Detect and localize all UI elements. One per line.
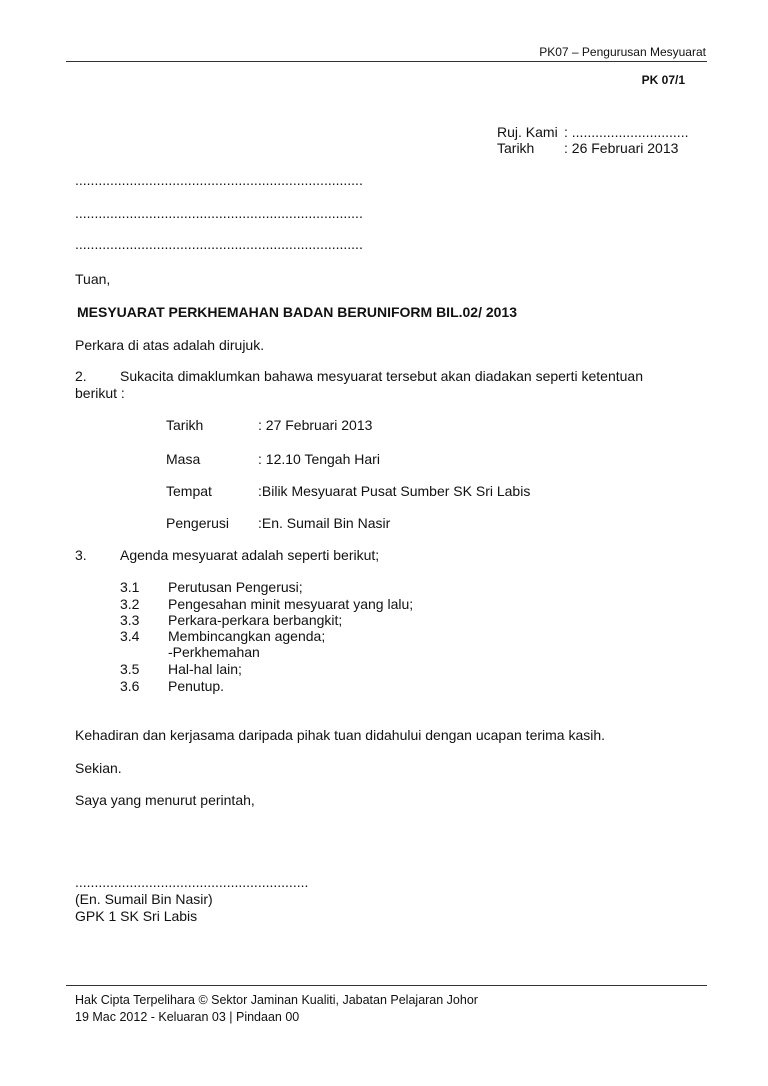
- detail-value-date: : 27 Februari 2013: [258, 417, 373, 433]
- letter-date-label: Tarikh: [497, 140, 535, 156]
- recipient-line-1: ..........................................................................: [75, 172, 363, 188]
- agenda-item: Hal-hal lain;: [168, 661, 242, 677]
- agenda-subitem: -Perkhemahan: [168, 644, 260, 660]
- detail-label-venue: Tempat: [166, 483, 212, 499]
- ruj-kami-value: : ..............................: [564, 124, 689, 140]
- agenda-number: 3.1: [120, 579, 140, 595]
- detail-label-time: Masa: [166, 451, 201, 467]
- saya-text: Saya yang menurut perintah,: [75, 792, 255, 808]
- para3-text: Agenda mesyuarat adalah seperti berikut;: [120, 547, 380, 563]
- form-number: PK 07/1: [641, 73, 685, 87]
- document-code: PK07 – Pengurusan Mesyuarat: [539, 45, 706, 59]
- header-rule: [66, 61, 707, 62]
- closing-text: Kehadiran dan kerjasama daripada pihak tuan didahului dengan ucapan terima kasih.: [75, 727, 606, 743]
- letter-date-value: : 26 Februari 2013: [564, 140, 679, 156]
- footer-copyright: Hak Cipta Terpelihara © Sektor Jaminan Kualiti, Jabatan Pelajaran Johor: [75, 993, 478, 1007]
- sekian-text: Sekian.: [75, 760, 122, 776]
- footer-revision: 19 Mac 2012 - Keluaran 03 | Pindaan 00: [75, 1010, 300, 1024]
- para2-text: Sukacita dimaklumkan bahawa mesyuarat tersebut akan diadakan seperti ketentuan: [120, 368, 643, 384]
- recipient-line-2: ..........................................................................: [75, 205, 363, 221]
- ruj-kami-label: Ruj. Kami: [497, 124, 558, 140]
- agenda-number: 3.3: [120, 612, 140, 628]
- agenda-item: Perkara-perkara berbangkit;: [168, 612, 343, 628]
- subject-heading: MESYUARAT PERKHEMAHAN BADAN BERUNIFORM BIL.02/ 2013: [77, 304, 518, 320]
- para2-number: 2.: [75, 368, 87, 384]
- agenda-item: Membincangkan agenda;: [168, 628, 326, 644]
- detail-label-date: Tarikh: [166, 417, 204, 433]
- para3-number: 3.: [75, 547, 87, 563]
- signatory-name: (En. Sumail Bin Nasir): [75, 891, 213, 907]
- detail-label-chair: Pengerusi: [166, 515, 230, 531]
- agenda-item: Pengesahan minit mesyuarat yang lalu;: [168, 596, 414, 612]
- agenda-number: 3.6: [120, 678, 140, 694]
- recipient-line-3: ..........................................................................: [75, 236, 363, 252]
- agenda-number: 3.5: [120, 661, 140, 677]
- para2-text-cont: berikut :: [75, 385, 125, 401]
- detail-value-venue: :Bilik Mesyuarat Pusat Sumber SK Sri Labis: [258, 483, 531, 499]
- agenda-number: 3.2: [120, 596, 140, 612]
- salutation: Tuan,: [75, 271, 111, 287]
- signatory-title: GPK 1 SK Sri Labis: [75, 908, 198, 924]
- intro-text: Perkara di atas adalah dirujuk.: [75, 337, 265, 353]
- detail-value-chair: :En. Sumail Bin Nasir: [258, 515, 391, 531]
- agenda-item: Perutusan Pengerusi;: [168, 579, 303, 595]
- footer-rule: [66, 985, 707, 986]
- agenda-number: 3.4: [120, 628, 140, 644]
- agenda-item: Penutup.: [168, 678, 225, 694]
- signature-line: ............................................................: [75, 874, 309, 890]
- detail-value-time: : 12.10 Tengah Hari: [258, 451, 380, 467]
